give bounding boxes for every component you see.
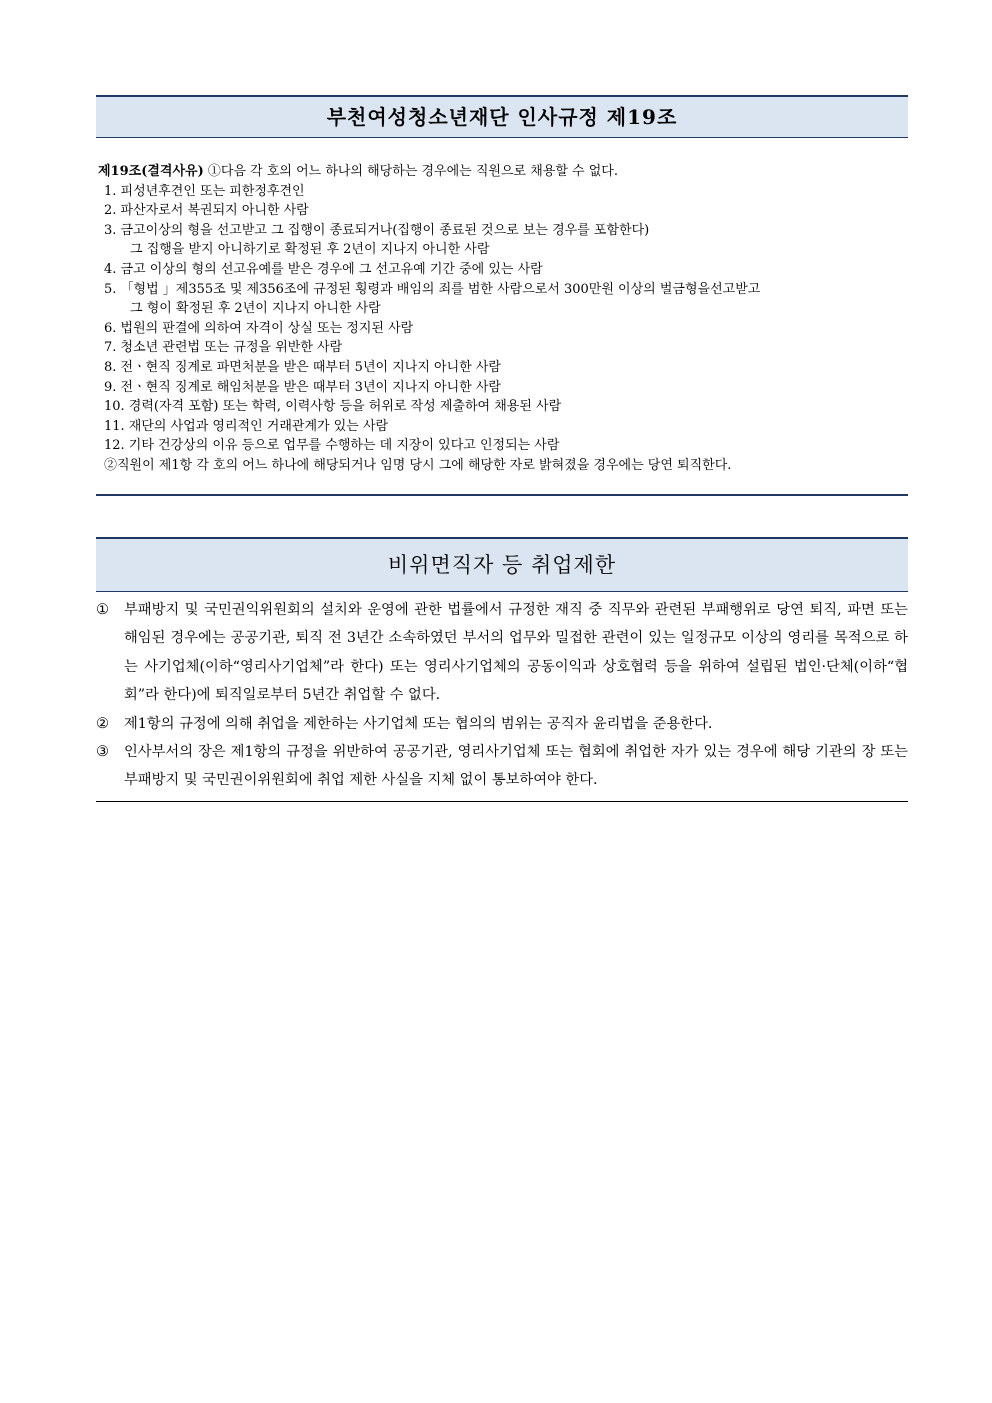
list-item: 3. 금고이상의 형을 선고받고 그 집행이 종료되거나(집행이 종료된 것으로 보는 경우를 포함한다)	[104, 222, 650, 238]
list-item-continuation: 그 형이 확정된 후 2년이 지나지 아니한 사람	[130, 301, 381, 317]
clause-list	[96, 592, 908, 802]
list-item: 2. 파산자로서 복권되지 아니한 사람	[104, 203, 309, 219]
list-item: 6. 법원의 판결에 의하여 자격이 상실 또는 정지된 사람	[104, 320, 414, 336]
section-title: 비위면직자 등 취업제한	[96, 537, 908, 592]
clause	[96, 738, 908, 795]
list-item: 4. 금고 이상의 형의 선고유예를 받은 경우에 그 선고유예 기간 중에 있는 사람	[104, 261, 543, 277]
article-lead-text: ①다음 각 호의 어느 하나의 해당하는 경우에는 직원으로 채용할 수 없다.	[203, 164, 618, 179]
section-title: 부천여성청소년재단 인사규정 제19조	[96, 95, 908, 138]
list-item: 1. 피성년후견인 또는 피한정후견인	[104, 183, 305, 199]
article-body	[96, 138, 908, 496]
section-personnel-rule-19	[96, 95, 908, 496]
clause-number: ③	[96, 744, 109, 761]
list-item: 5. 「형법 」제355조 및 제356조에 규정된 횡령과 배임의 죄를 범한 사람으로서 300만원 이상의 벌금형을선고받고	[104, 281, 761, 297]
list-item: 9. 전ㆍ현직 징계로 해임처분을 받은 때부터 3년이 지나지 아니한 사람	[104, 379, 501, 395]
disqualification-list	[98, 182, 908, 456]
clause	[96, 710, 908, 738]
list-item: 12. 기타 건강상의 이유 등으로 업무를 수행하는 데 지장이 있다고 인정되는 사람	[104, 438, 560, 454]
list-item: 10. 경력(자격 포함) 또는 학력, 이력사항 등을 허위로 작성 제출하여 채용된 사람	[104, 399, 562, 415]
section-employment-restriction	[96, 537, 908, 802]
clause	[96, 596, 908, 710]
list-item: 8. 전ㆍ현직 징계로 파면처분을 받은 때부터 5년이 지나지 아니한 사람	[104, 359, 501, 375]
clause-number: ②	[96, 715, 109, 732]
list-item-continuation: 그 집행을 받지 아니하기로 확정된 후 2년이 지나지 아니한 사람	[130, 242, 490, 258]
list-item: 7. 청소년 관련법 또는 규정을 위반한 사람	[104, 340, 343, 356]
paragraph-2: ②직원이 제1항 각 호의 어느 하나에 해당되거나 임명 당시 그에 해당한 자로 밝혀졌을 경우에는 당연 퇴직한다.	[104, 457, 732, 473]
clause-number: ①	[96, 602, 109, 618]
clause-text: 부패방지 및 국민권익위원회의 설치와 운영에 관한 법률에서 규정한 재직 중 직무와 관련된 부패행위로 당연 퇴직, 파면 또는 해임된 경우에는 공공기관, 퇴직 전 3년간 소속하였던 부서의 업무와 밀접한 관련이 있는 일정규모 이상의 영리를 목적으로 하는 사기업체(이하“영리사기업체”라 한다) 또는 영리사기업체의 공동이익과 상호협력 등을 위하여 설립된 법인·단체(이하“협회”라 한다)에 퇴직일로부터 5년간 취업할 수 없다.	[124, 602, 908, 704]
list-item: 11. 재단의 사업과 영리적인 거래관계가 있는 사람	[104, 418, 389, 434]
article-heading: 제19조(결격사유)	[98, 164, 204, 179]
clause-text: 제1항의 규정에 의해 취업을 제한하는 사기업체 또는 협의의 범위는 공직자 윤리법을 준용한다.	[124, 715, 713, 732]
article-lead	[98, 162, 908, 182]
clause-text: 인사부서의 장은 제1항의 규정을 위반하여 공공기관, 영리사기업체 또는 협회에 취업한 자가 있는 경우에 해당 기관의 장 또는 부패방지 및 국민권이위원회에 취업 제한 사실을 지체 없이 통보하여야 한다.	[124, 744, 908, 789]
